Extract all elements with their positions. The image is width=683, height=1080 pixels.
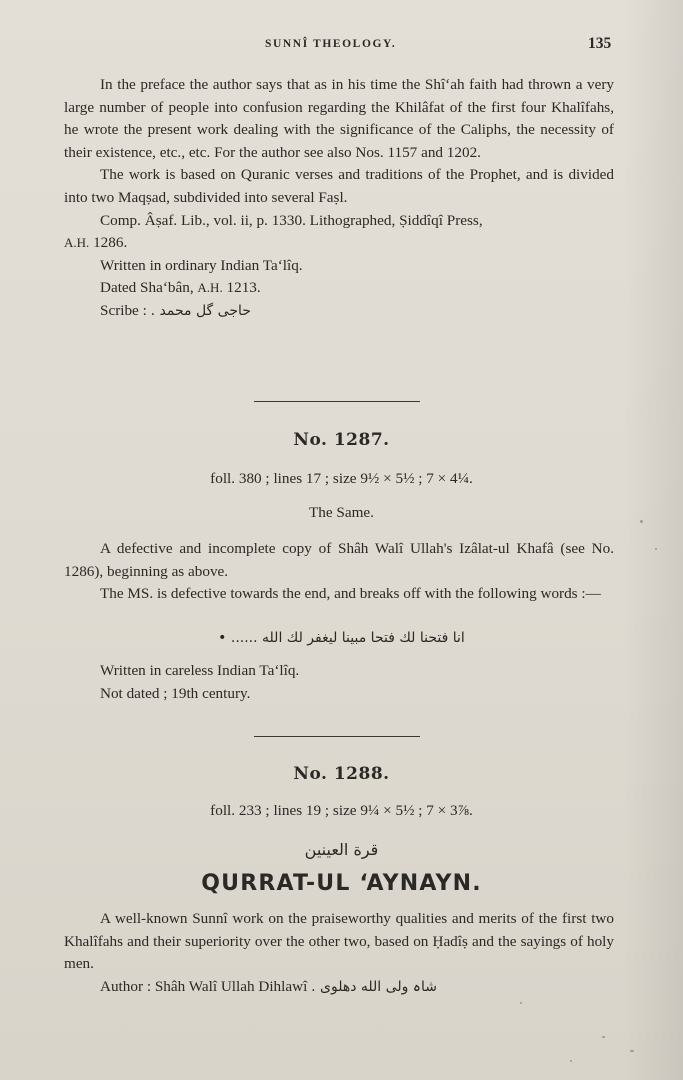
entry-1287-body: [64, 538, 614, 606]
section-divider: [254, 401, 420, 402]
paper-speck: [640, 520, 643, 523]
dated-year: 1213.: [226, 279, 261, 297]
entry-1287-notes: [64, 660, 614, 705]
entry-1287-arabic-quote: [0, 630, 683, 647]
dated-ah: A.H.: [197, 280, 223, 296]
paper-speck: [520, 1002, 522, 1004]
dated-note: [64, 277, 614, 300]
entry-1287-collation: foll. 380 ; lines 17 ; size 9½ × 5½ ; 7 × 4¼.: [210, 470, 473, 487]
entry-1288-arabic-title-line: [0, 840, 683, 860]
entry-1288-body: [64, 908, 614, 998]
comp-ah: A.H.: [64, 235, 90, 251]
scribe-note: [64, 300, 614, 323]
entry-1287-description: A defective and incomplete copy of Shâh Walî Ullah's Izâlat-ul Khafâ (see No. 1286), beginning as above.: [64, 540, 614, 580]
entry-1288-author: [64, 976, 614, 999]
paper-speck: [630, 1050, 634, 1052]
entry-1286-tail: [64, 74, 614, 323]
author-name: Shâh Walî Ullah Dihlawî: [154, 977, 308, 995]
paper-speck: [655, 548, 657, 550]
entry-1287-same: The Same.: [309, 504, 374, 521]
scribe-arabic: حاجی گل محمد .: [150, 302, 251, 319]
entry-1288-arabic-title: قرة العينين: [304, 840, 379, 859]
page-number: 135: [588, 35, 612, 52]
author-arabic: شاہ ولی الله دهلوی .: [311, 978, 437, 995]
entry-1288-description: A well-known Sunnî work on the praiseworthy qualities and merits of the first two Khalîfahs and their superiority over the other two, based on Ḥadîṣ and the sayings of holy men.: [64, 910, 614, 973]
scribe-label: Scribe :: [100, 301, 147, 319]
paper-speck: [602, 1036, 605, 1038]
preface-paragraph: In the preface the author says that as in his time the Shî‘ah faith had thrown a very large number of people into confusion regarding the Khilâfat of the first four Khalîfahs, he wrote the present work dealing with the significance of the Caliphs, the necessity of their existence, etc., etc. For the author see also Nos. 1157 and 1202.: [64, 76, 614, 161]
entry-1287-written: Written in careless Indian Ta‘lîq.: [100, 662, 300, 679]
entry-1287-dated: Not dated ; 19th century.: [100, 684, 251, 702]
comp-reference: [64, 210, 614, 255]
running-head-title: SUNNÎ THEOLOGY.: [265, 38, 397, 50]
entry-1288-title: QURRAT-UL ‘AYNAYN.: [201, 871, 482, 896]
written-note: Written in ordinary Indian Ta‘lîq.: [100, 256, 303, 274]
entry-1288-collation: foll. 233 ; lines 19 ; size 9¼ × 5½ ; 7 × 3⅞.: [210, 802, 473, 819]
comp-year: 1286.: [93, 234, 128, 252]
dated-prefix: Dated Sha‘bân,: [100, 279, 194, 297]
entry-1287-number: No. 1287.: [293, 430, 390, 450]
comp-text: Comp. Âṣaf. Lib., vol. ii, p. 1330. Lithographed, Ṣiddîqî Press,: [100, 211, 483, 229]
contents-paragraph: The work is based on Quranic verses and traditions of the Prophet, and is divided into two Maqṣad, subdivided into several Faṣl.: [64, 166, 614, 206]
paper-speck: [570, 1060, 572, 1062]
entry-1287-defect-note: The MS. is defective towards the end, and breaks off with the following words :—: [100, 585, 601, 603]
entry-1288-number: No. 1288.: [293, 764, 390, 784]
arabic-closing-words: انا فتحنا لك فتحا مبينا ليغفر لك الله ...... •: [218, 630, 465, 646]
running-head: [0, 34, 683, 56]
section-divider-2: [254, 736, 420, 737]
author-label: Author :: [100, 977, 152, 995]
